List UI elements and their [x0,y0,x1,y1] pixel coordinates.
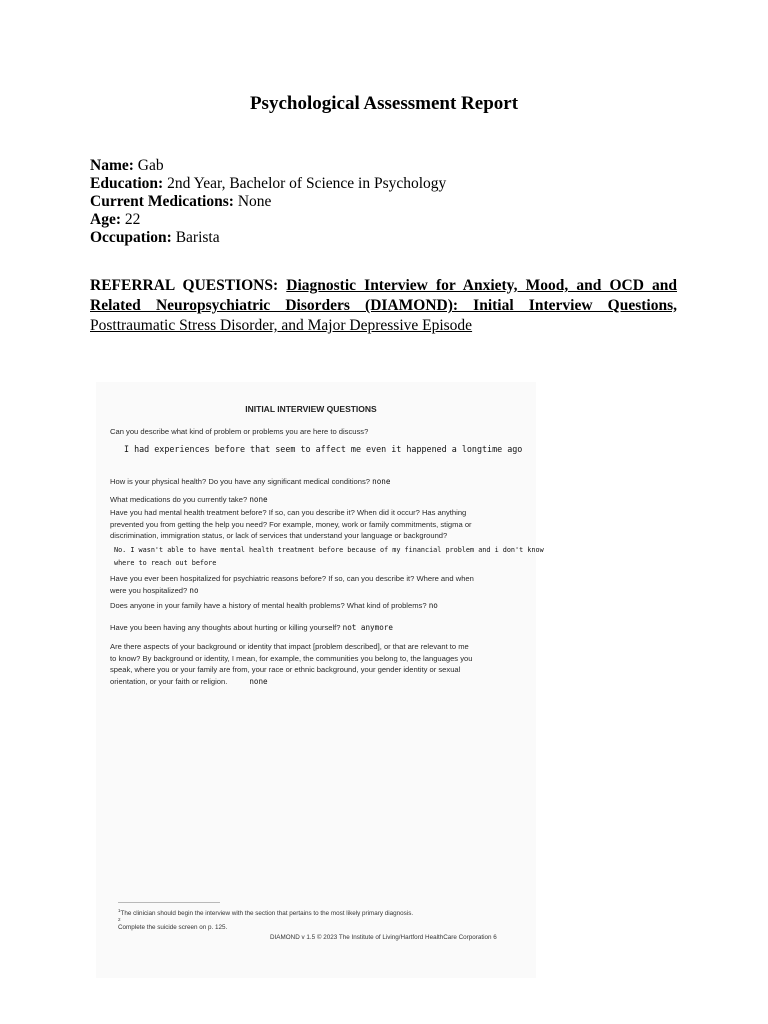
answer-2: none [372,477,391,486]
scan-heading: INITIAL INTERVIEW QUESTIONS [245,404,377,414]
question-8-line-1: Are there aspects of your background or identity that impact [problem described], or that are relevant to me [110,642,469,651]
name-label: Name: [90,157,134,174]
question-6 [110,600,510,612]
question-4-line-3: discrimination, immigration status, or lack of services that understand your language or background? [110,531,448,540]
answer-8: none [249,676,268,686]
question-7-text: Have you been having any thoughts about hurting or killing yourself? [110,623,341,632]
question-8-line-3: speak, where you or your family are from, your race or ethnic background, your gender identity or sexual [110,665,461,674]
question-5 [110,573,510,596]
question-5-line-1: Have you ever been hospitalized for psychiatric reasons before? If so, can you describe it? Where and when [110,574,474,583]
age-row [90,211,446,229]
footnote-2: Complete the suicide screen on p. 125. [118,924,228,931]
scan-footer: DIAMOND v 1.5 © 2023 The Institute of Living/Hartford HealthCare Corporation 6 [270,934,497,941]
question-2 [110,476,510,488]
question-8-line-4: orientation, or your faith or religion. [110,676,228,686]
education-row [90,175,446,193]
occupation-row [90,229,446,247]
name-row [90,157,446,175]
footnote-1-text: The clinician should begin the interview with the section that pertains to the most likely primary diagnosis. [120,910,414,918]
answer-5: no [189,585,199,595]
question-4-line-1: Have you had mental health treatment before? If so, can you describe it? When did it occur? Has anything [110,508,467,517]
question-6-text: Does anyone in your family have a history of mental health problems? What kind of problems? [110,601,427,610]
answer-6: no [428,601,438,610]
scanned-interview-page [96,382,544,978]
question-8 [110,641,510,687]
question-2-text: How is your physical health? Do you have any significant medical conditions? [110,477,371,486]
question-1: Can you describe what kind of problem or problems you are here to discuss? [110,427,369,436]
education-label: Education: [90,175,164,192]
age-label: Age: [90,211,121,228]
referral-questions [90,276,677,336]
question-3 [110,494,510,506]
name-value: Gab [137,157,164,174]
education-value: 2nd Year, Bachelor of Science in Psychology [167,175,447,192]
answer-4-line-1: No. I wasn't able to have mental health treatment before because of my financial problem and i don't know [114,546,544,554]
answer-7: not anymore [342,623,393,632]
answer-3: none [249,495,268,504]
referral-label: REFERRAL QUESTIONS: [90,277,279,294]
medications-row [90,193,446,211]
answer-1: I had experiences before that seem to affect me even it happened a longtime ago [124,444,523,454]
medications-label: Current Medications: [90,193,234,210]
question-7 [110,622,510,634]
footnote-divider [118,902,220,903]
medications-value: None [237,193,272,210]
question-5-line-2: were you hospitalized? [110,585,188,595]
occupation-value: Barista [175,229,220,246]
report-title: Psychological Assessment Report [249,93,519,114]
question-4-line-2: prevented you from getting the help you need? For example, money, work or family commitments, stigma or [110,519,472,529]
footnote-1 [118,908,413,917]
age-value: 22 [124,211,141,228]
question-8-line-2: to know? By background or identity, I mean, for example, the communities you belong to, the languages you [110,653,473,663]
answer-4-line-2: where to reach out before [114,559,217,567]
question-4 [110,507,510,542]
footnote-2-mark: 2 [118,917,121,922]
client-info [90,157,446,247]
referral-rest-text: Posttraumatic Stress Disorder, and Major Depressive Episode [90,317,473,334]
question-3-text: What medications do you currently take? [110,495,248,504]
referral-diamond-text: Diagnostic Interview for Anxiety, Mood, and OCD and Related Neuropsychiatric Disorders (DIAMOND): Initial Interview Questions, [90,277,678,314]
occupation-label: Occupation: [90,229,172,246]
footnote-1-mark: 1 [118,908,121,913]
